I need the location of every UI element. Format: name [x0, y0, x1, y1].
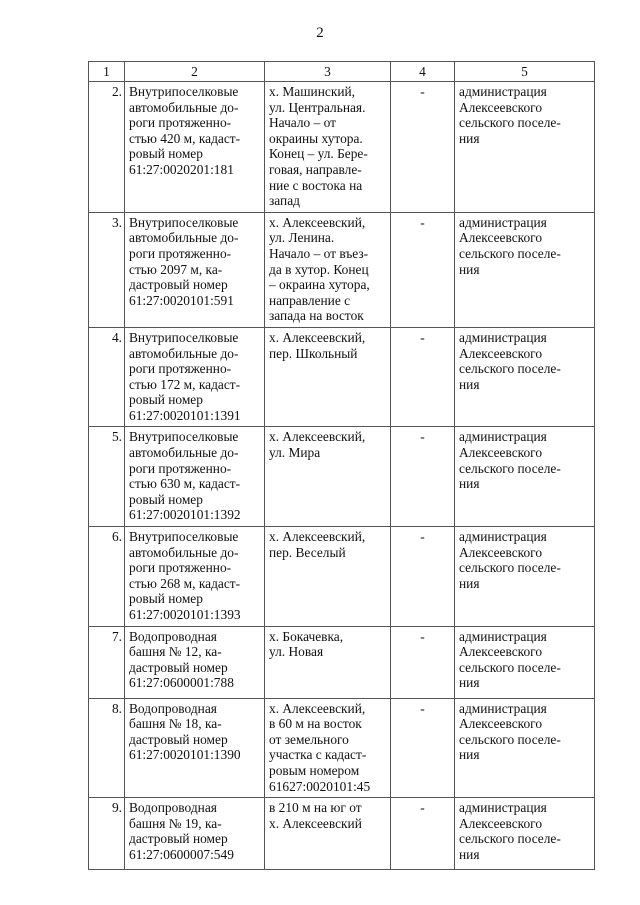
owner-cell — [455, 82, 595, 213]
object-description-cell — [125, 427, 265, 527]
column-4-cell-text: - — [420, 429, 425, 445]
column-4-cell — [391, 212, 455, 327]
object-description-cell — [125, 212, 265, 327]
column-4-cell — [391, 698, 455, 798]
location-cell-text: х. Алексеевский, ул. Мира — [269, 429, 366, 461]
owner-cell-text: администрация Алексеевского сельского поселе- ния — [459, 214, 561, 277]
row-number-cell — [89, 212, 125, 327]
location-cell-text: х. Машинский, ул. Центральная. Начало – от окраины хутора. Конец – ул. Бере- говая, направле- ние с востока на запад — [269, 84, 368, 209]
header-col-3: 3 — [265, 62, 391, 82]
location-cell-text: в 210 м на юг от х. Алексеевский — [269, 800, 362, 831]
row-number-cell — [89, 327, 125, 427]
row-number-cell-text: 3. — [111, 214, 122, 230]
table-row — [89, 527, 595, 627]
location-cell — [265, 527, 391, 627]
owner-cell-text: администрация Алексеевского сельского поселе- ния — [459, 800, 561, 862]
table-row — [89, 698, 595, 798]
header-col-2: 2 — [125, 62, 265, 82]
owner-cell-text: администрация Алексеевского сельского поселе- ния — [459, 84, 561, 146]
object-description-cell-text: Водопроводная башня № 18, ка- дастровый номер 61:27:0020101:1390 — [129, 700, 241, 763]
column-4-cell — [391, 798, 455, 870]
row-number-cell-text: 5. — [111, 429, 122, 445]
row-number-cell-text: 9. — [111, 800, 122, 816]
page-number: 2 — [316, 25, 324, 41]
object-description-cell — [125, 798, 265, 870]
location-cell-text: х. Алексеевский, пер. Школьный — [269, 329, 366, 361]
column-4-cell-text: - — [420, 700, 425, 716]
location-cell-text: х. Алексеевский, пер. Веселый — [269, 529, 366, 560]
table-row — [89, 327, 595, 427]
table-row — [89, 798, 595, 870]
row-number-cell-text: 8. — [111, 700, 122, 716]
document-table — [88, 61, 595, 870]
column-4-cell-text: - — [420, 329, 425, 345]
object-description-cell — [125, 626, 265, 698]
table-row — [89, 212, 595, 327]
row-number-cell — [89, 427, 125, 527]
object-description-cell — [125, 698, 265, 798]
column-4-cell-text: - — [420, 628, 425, 644]
object-description-cell-text: Внутрипоселковые автомобильные до- роги протяженно- стью 420 м, кадаст- ровый номер 61:27:0020201:181 — [129, 84, 241, 177]
object-description-cell-text: Внутрипоселковые автомобильные до- роги протяженно- стью 2097 м, ка- дастровый номер 61:27:0020101:591 — [129, 214, 239, 308]
owner-cell — [455, 527, 595, 627]
column-4-cell — [391, 82, 455, 213]
owner-cell — [455, 698, 595, 798]
column-4-cell-text: - — [420, 84, 425, 99]
location-cell-text: х. Алексеевский, ул. Ленина. Начало – от въез- да в хутор. Конец – окраина хутора, направление с запада на восток — [269, 214, 370, 324]
row-number-cell — [89, 527, 125, 627]
row-number-cell — [89, 626, 125, 698]
location-cell-text: х. Алексеевский, в 60 м на восток от земельного участка с кадаст- ровым номером 61627:0020101:45 — [269, 700, 371, 794]
object-description-cell — [125, 327, 265, 427]
owner-cell — [455, 427, 595, 527]
location-cell — [265, 82, 391, 213]
location-cell — [265, 626, 391, 698]
table-row — [89, 626, 595, 698]
row-number-cell-text: 7. — [111, 628, 122, 644]
column-4-cell — [391, 626, 455, 698]
row-number-cell-text: 4. — [111, 329, 122, 345]
column-4-cell — [391, 327, 455, 427]
location-cell — [265, 327, 391, 427]
owner-cell-text: администрация Алексеевского сельского поселе- ния — [459, 700, 561, 763]
row-number-cell — [89, 82, 125, 213]
location-cell — [265, 798, 391, 870]
object-description-cell — [125, 527, 265, 627]
row-number-cell-text: 6. — [111, 529, 122, 545]
row-number-cell — [89, 698, 125, 798]
column-4-cell — [391, 527, 455, 627]
row-number-cell-text: 2. — [111, 84, 122, 99]
column-4-cell — [391, 427, 455, 527]
column-4-cell-text: - — [420, 800, 425, 816]
header-col-5: 5 — [455, 62, 595, 82]
location-cell — [265, 698, 391, 798]
row-number-cell — [89, 798, 125, 870]
header-col-4: 4 — [391, 62, 455, 82]
table-row — [89, 82, 595, 213]
table-header-row — [89, 62, 595, 82]
object-description-cell-text: Водопроводная башня № 19, ка- дастровый номер 61:27:0600007:549 — [129, 800, 234, 862]
owner-cell — [455, 798, 595, 870]
owner-cell-text: администрация Алексеевского сельского поселе- ния — [459, 329, 561, 392]
object-description-cell-text: Водопроводная башня № 12, ка- дастровый номер 61:27:0600001:788 — [129, 628, 234, 691]
object-description-cell-text: Внутрипоселковые автомобильные до- роги протяженно- стью 268 м, кадаст- ровый номер 61:27:0020101:1393 — [129, 529, 241, 622]
table-row — [89, 427, 595, 527]
owner-cell-text: администрация Алексеевского сельского поселе- ния — [459, 429, 561, 492]
owner-cell-text: администрация Алексеевского сельского поселе- ния — [459, 628, 561, 691]
column-4-cell-text: - — [420, 529, 425, 545]
object-description-cell-text: Внутрипоселковые автомобильные до- роги протяженно- стью 172 м, кадаст- ровый номер 61:27:0020101:1391 — [129, 329, 241, 423]
location-cell — [265, 212, 391, 327]
object-description-cell — [125, 82, 265, 213]
header-col-1: 1 — [89, 62, 125, 82]
owner-cell — [455, 327, 595, 427]
owner-cell-text: администрация Алексеевского сельского поселе- ния — [459, 529, 561, 591]
location-cell-text: х. Бокачевка, ул. Новая — [269, 628, 344, 660]
object-description-cell-text: Внутрипоселковые автомобильные до- роги протяженно- стью 630 м, кадаст- ровый номер 61:27:0020101:1392 — [129, 429, 241, 523]
owner-cell — [455, 626, 595, 698]
owner-cell — [455, 212, 595, 327]
column-4-cell-text: - — [420, 214, 425, 230]
location-cell — [265, 427, 391, 527]
